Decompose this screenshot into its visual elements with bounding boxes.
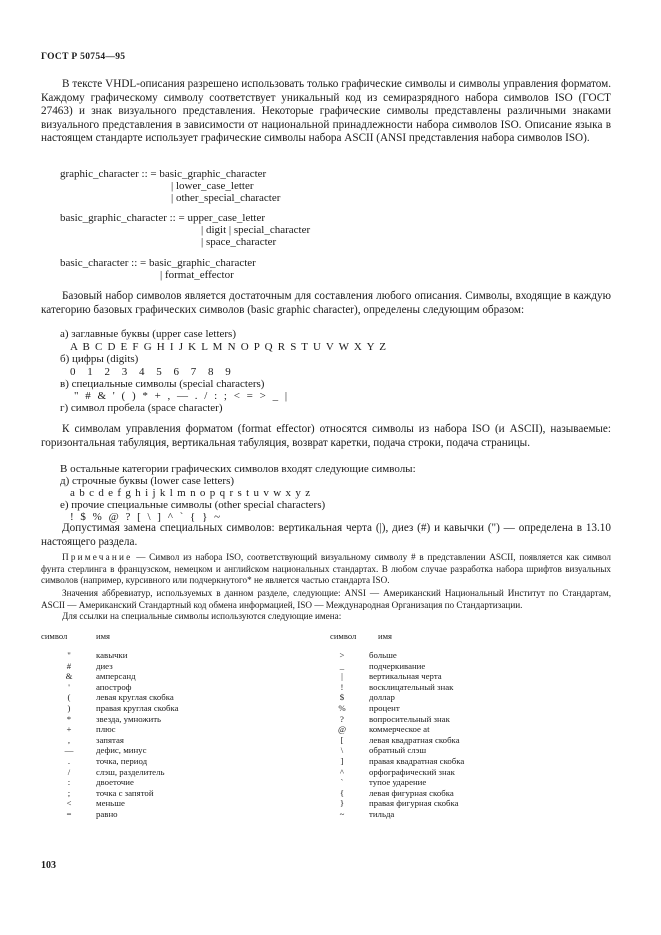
grammar-3-line-2: | format_effector	[160, 269, 234, 281]
name-cell: левая квадратная скобка	[369, 734, 460, 745]
name-cell: звезда, умножить	[96, 713, 162, 724]
table-row	[60, 745, 310, 756]
table-row	[60, 671, 310, 682]
table-row	[60, 692, 310, 703]
name-cell: амперсанд	[96, 671, 136, 682]
grammar-2-line-1: basic_graphic_character :: = upper_case_letter	[60, 212, 266, 224]
refs-intro-text: Для ссылки на специальные символы используются следующие имена:	[62, 611, 342, 621]
table-row	[60, 724, 310, 735]
name-cell: левая фигурная скобка	[369, 787, 454, 798]
symbol-cell: ^	[339, 766, 345, 777]
left-col-symbol-header: символ	[41, 631, 68, 641]
name-cell: дефис, минус	[96, 745, 147, 756]
symbol-cell: "	[67, 650, 71, 660]
symbol-cell: !	[340, 681, 344, 692]
grammar-1-line-2: | lower_case_letter	[171, 180, 254, 192]
category-d-label: г) символ пробела (space character)	[60, 402, 223, 414]
name-cell: орфографический знак	[369, 766, 455, 777]
grammar-1-line-1: graphic_character :: = basic_graphic_character	[60, 168, 267, 180]
table-row	[333, 809, 613, 820]
intro-paragraph	[41, 78, 611, 146]
name-cell: точка, период	[96, 755, 148, 766]
table-row	[333, 788, 613, 799]
table-row	[333, 767, 613, 778]
format-effector-paragraph	[41, 423, 611, 450]
name-cell: доллар	[369, 692, 395, 703]
name-cell: обратный слэш	[369, 745, 427, 756]
abbreviations-text: Значения аббревиатур, используемых в данном разделе, следующие: ANSI — Американский Национальный Институт по Стандартам, ASCII — Американский Стандартный код обмена информацией, ISO — Международная Организация по Стандартизации.	[41, 588, 611, 610]
table-row	[60, 650, 310, 661]
table-row	[333, 714, 613, 725]
note-label: Примечание	[62, 552, 133, 562]
name-cell: правая фигурная скобка	[369, 798, 459, 809]
format-effector-text: К символам управления форматом (format effector) относятся символы из набора ISO (и ASCII), называемые: горизонтальная табуляция, вертикальная табуляция, возврат каретки, подача строки, подача страницы.	[41, 423, 611, 449]
table-row	[60, 703, 310, 714]
name-cell: меньше	[96, 798, 125, 809]
name-cell: подчеркивание	[369, 660, 426, 671]
symbol-cell: =	[66, 808, 72, 819]
right-col-name-header: имя	[378, 631, 392, 641]
symbol-cell: ;	[67, 787, 71, 798]
table-row	[60, 735, 310, 746]
symbol-cell: ,	[67, 734, 71, 745]
symbol-cell: \	[340, 745, 344, 756]
table-row	[333, 692, 613, 703]
page-number: 103	[41, 860, 56, 871]
category-c-value: " # & ' ( ) * + , — . / : ; < = > _ |	[74, 390, 288, 402]
symbol-cell: %	[338, 702, 346, 713]
table-row	[333, 756, 613, 767]
symbol-cell: [	[340, 734, 344, 745]
basic-set-paragraph	[41, 290, 611, 317]
table-row	[60, 809, 310, 820]
name-cell: кавычки	[96, 650, 128, 660]
name-cell: запятая	[96, 734, 124, 745]
category-b-label: б) цифры (digits)	[60, 353, 139, 365]
category-lower-value: a b c d e f g h i j k l m n o p q r s t u v w x y z	[70, 487, 311, 499]
grammar-1-line-3: | other_special_character	[171, 192, 281, 204]
note-text: — Символ из набора ISO, соответствующий визуальному символу # в представлении ASCII, появляется как символ фунта стерлинга в французском, немецком и английском национальных стандартах. В любом случае разработка набора шрифтов визуальных символов (например, курсивного или подчеркнутого* не является частью стандарта ISO.	[41, 552, 611, 586]
name-cell: равно	[96, 808, 118, 819]
substitution-paragraph	[41, 522, 611, 549]
table-row	[60, 756, 310, 767]
name-cell: восклицательный знак	[369, 681, 454, 692]
symbol-cell: }	[339, 798, 345, 809]
table-row	[333, 798, 613, 809]
name-cell: коммерческое at	[369, 724, 430, 735]
symbol-cell: +	[66, 724, 72, 735]
name-cell: правая квадратная скобка	[369, 755, 465, 766]
symbols-table-right	[333, 650, 613, 820]
table-row	[60, 788, 310, 799]
symbol-cell: .	[67, 755, 71, 766]
symbol-cell: —	[64, 745, 74, 756]
symbol-cell: $	[339, 692, 345, 703]
symbol-cell: &	[65, 671, 73, 682]
symbol-cell: *	[66, 713, 72, 724]
name-cell: левая круглая скобка	[96, 692, 174, 703]
table-row	[333, 650, 613, 661]
abbreviations-block	[41, 588, 611, 611]
category-lower-label: д) строчные буквы (lower case letters)	[60, 475, 235, 487]
name-cell: точка с запятой	[96, 787, 154, 798]
basic-set-text: Базовый набор символов является достаточным для составления любого описания. Символы, входящие в каждую категорию базовых графических символов (basic graphic character), определены следующим образом:	[41, 290, 611, 316]
left-col-name-header: имя	[96, 631, 110, 641]
symbol-cell: '	[68, 681, 70, 692]
table-row	[333, 745, 613, 756]
symbol-cell: |	[341, 671, 343, 682]
category-other-label: е) прочие специальные символы (other special characters)	[60, 499, 326, 511]
table-row	[60, 777, 310, 788]
symbols-table-left	[60, 650, 310, 820]
table-row	[333, 682, 613, 693]
table-row	[60, 714, 310, 725]
name-cell: апостроф	[96, 681, 132, 692]
symbol-cell: <	[66, 798, 72, 809]
name-cell: двоеточие	[96, 777, 134, 788]
category-a-label: а) заглавные буквы (upper case letters)	[60, 328, 236, 340]
name-cell: вертикальная черта	[369, 671, 442, 682]
table-row	[333, 671, 613, 682]
name-cell: слэш, разделитель	[96, 766, 165, 777]
category-a-value: A B C D E F G H I J K L M N O P Q R S T U V W X Y Z	[70, 341, 388, 353]
table-row	[333, 661, 613, 672]
name-cell: тупое ударение	[369, 777, 427, 788]
intro-text: В тексте VHDL-описания разрешено использовать только графические символы и символы управления форматом. Каждому графическому символу соответствует уникальный код из семиразрядного набора символов ISO (ГОСТ 27463) и знак визуального представления. Некоторые графические символы представлены различными знаками визуального представления в зависимости от национальной принадлежности набора символов ISO. Описание языка в настоящем стандарте использует графические символы набора ASCII (ANSI представления набора символов ISO).	[41, 78, 611, 145]
symbol-cell: {	[339, 787, 345, 798]
document-header: ГОСТ Р 50754—95	[41, 52, 126, 62]
symbol-cell: ~	[339, 808, 345, 819]
name-cell: процент	[369, 702, 400, 713]
other-categories-intro: В остальные категории графических символов входят следующие символы:	[60, 463, 416, 475]
category-b-value: 0 1 2 3 4 5 6 7 8 9	[70, 366, 231, 378]
symbol-cell: /	[67, 766, 71, 777]
symbol-cell: )	[67, 702, 71, 713]
symbol-cell: _	[339, 660, 345, 671]
name-cell: тильда	[369, 808, 395, 819]
name-cell: вопросительный знак	[369, 713, 450, 724]
substitution-text: Допустимая замена специальных символов: вертикальная черта (|), диез (#) и кавычки (") — определена в 13.10 настоящего раздела.	[41, 522, 611, 548]
table-row	[333, 724, 613, 735]
symbol-cell: `	[340, 777, 344, 788]
symbol-cell: >	[339, 650, 345, 660]
category-other-value: ! $ % @ ? [ \ ] ^ ` { } ~	[70, 511, 221, 523]
grammar-2-line-2: | digit | special_character	[201, 224, 311, 236]
note-block	[41, 552, 611, 587]
table-row	[333, 735, 613, 746]
symbol-cell: @	[337, 724, 347, 735]
table-row	[333, 777, 613, 788]
table-row	[60, 767, 310, 778]
refs-intro-block	[41, 611, 611, 623]
symbol-cell: :	[67, 777, 71, 788]
symbol-cell: ]	[340, 755, 344, 766]
table-row	[333, 703, 613, 714]
name-cell: плюс	[96, 724, 116, 735]
symbol-cell: (	[67, 692, 71, 703]
name-cell: диез	[96, 660, 113, 671]
symbol-cell: ?	[340, 713, 344, 724]
grammar-3-line-1: basic_character :: = basic_graphic_character	[60, 257, 256, 269]
table-row	[60, 661, 310, 672]
name-cell: больше	[369, 650, 397, 660]
table-row	[60, 798, 310, 809]
right-col-symbol-header: символ	[330, 631, 357, 641]
category-c-label: в) специальные символы (special characters)	[60, 378, 265, 390]
table-row	[60, 682, 310, 693]
grammar-2-line-3: | space_character	[201, 236, 277, 248]
name-cell: правая круглая скобка	[96, 702, 179, 713]
symbol-cell: #	[66, 660, 72, 671]
